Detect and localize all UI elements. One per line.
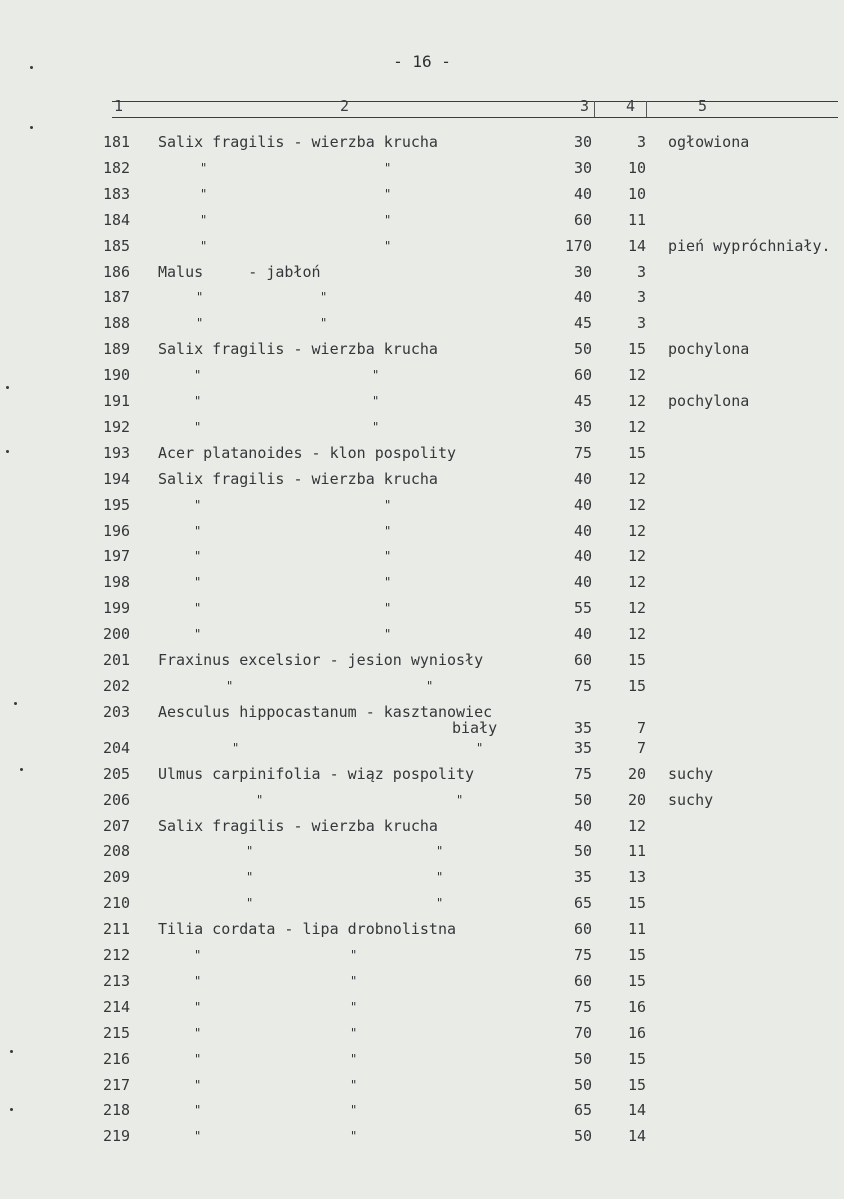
ditto-mark: " — [350, 973, 358, 988]
row-number: 213 — [103, 971, 131, 990]
ditto-mark: " — [194, 601, 202, 616]
ditto-mark: " — [194, 973, 202, 988]
column-3-value: 75 — [573, 997, 592, 1016]
row-number: 182 — [103, 158, 131, 177]
column-4-value: 14 — [627, 1101, 646, 1120]
row-number: 208 — [103, 842, 131, 861]
column-3-value: 50 — [573, 1127, 592, 1146]
margin-mark — [20, 768, 23, 771]
ditto-mark: " — [372, 394, 380, 408]
column-3-value: 35 — [573, 868, 592, 887]
column-3-value: 35 — [573, 718, 592, 737]
table-row — [0, 998, 844, 1024]
column-4-value: 12 — [627, 392, 646, 410]
row-number: 215 — [103, 1023, 131, 1042]
column-4-value: 15 — [627, 1075, 646, 1094]
ditto-mark: " — [196, 316, 204, 331]
row-number: 204 — [103, 738, 131, 757]
column-3-value: 30 — [573, 262, 592, 281]
species-name: Acer platanoides - klon pospolity — [158, 443, 457, 462]
remarks: suchy — [668, 790, 714, 809]
ditto-mark: " — [350, 1129, 358, 1144]
ditto-mark: " — [384, 497, 392, 512]
ditto-mark: " — [226, 678, 234, 693]
column-3-value: 60 — [573, 366, 592, 385]
column-4-value: 3 — [636, 314, 646, 333]
species-name: Malus - jabłoń — [158, 262, 321, 281]
ditto-mark: " — [476, 740, 484, 755]
column-4-value: 20 — [627, 790, 646, 809]
column-3-value: 40 — [573, 288, 592, 307]
column-4-value: 14 — [627, 1127, 646, 1146]
column-3-value: 50 — [573, 842, 592, 861]
table-row — [0, 1050, 844, 1076]
column-4-value: 16 — [627, 1023, 646, 1042]
row-number: 203 — [103, 702, 131, 721]
species-name: Tilia cordata - lipa drobnolistna — [158, 920, 457, 939]
column-4-value: 12 — [627, 366, 646, 385]
ditto-mark: " — [350, 999, 358, 1014]
column-4-value: 15 — [627, 340, 646, 359]
column-3-value: 60 — [573, 210, 592, 229]
table-row — [0, 133, 844, 159]
ditto-mark: " — [384, 186, 392, 201]
table-row — [0, 470, 844, 496]
row-number: 202 — [103, 676, 131, 695]
row-number: 186 — [103, 262, 131, 281]
column-3-value: 60 — [573, 971, 592, 990]
column-4-value: 12 — [627, 547, 646, 566]
table-row — [0, 842, 844, 868]
column-4-value: 12 — [627, 816, 646, 835]
ditto-mark: " — [200, 238, 208, 253]
row-number: 198 — [103, 573, 131, 592]
header-bottom-rule — [112, 117, 838, 118]
row-number: 185 — [103, 236, 131, 255]
ditto-mark: " — [372, 368, 380, 383]
ditto-mark: " — [320, 316, 328, 331]
row-number: 216 — [103, 1049, 131, 1068]
ditto-mark: " — [194, 1077, 202, 1092]
table-row — [0, 366, 844, 392]
column-4-value: 3 — [636, 288, 646, 307]
table-row — [0, 817, 844, 843]
margin-mark — [14, 702, 17, 705]
column-3-value: 75 — [573, 443, 592, 462]
row-number: 192 — [103, 417, 131, 436]
column-4-value: 11 — [627, 842, 646, 861]
margin-mark — [10, 1050, 13, 1053]
header-top-rule — [112, 101, 838, 102]
column-4-value: 10 — [627, 158, 646, 177]
row-number: 207 — [103, 816, 131, 835]
row-number: 199 — [103, 599, 131, 618]
column-3-value: 30 — [573, 158, 592, 177]
column-3-value: 75 — [573, 946, 592, 964]
table-row — [0, 894, 844, 920]
column-3-value: 75 — [573, 676, 592, 695]
column-4-value: 7 — [636, 718, 646, 737]
table-row — [0, 237, 844, 263]
column-4-value: 14 — [627, 236, 646, 255]
row-number: 219 — [103, 1127, 131, 1146]
ditto-mark: " — [194, 1051, 202, 1066]
column-3-value: 40 — [573, 469, 592, 488]
table-row — [0, 739, 844, 765]
row-number: 205 — [103, 764, 131, 783]
column-header-4: 4 — [626, 97, 636, 115]
remarks: pochylona — [668, 392, 750, 410]
ditto-mark: " — [384, 575, 392, 590]
remarks: suchy — [668, 764, 714, 783]
ditto-mark: " — [196, 290, 204, 305]
table-row — [0, 1024, 844, 1050]
column-3-value: 30 — [573, 417, 592, 436]
column-3-value: 50 — [573, 340, 592, 359]
column-4-value: 15 — [627, 971, 646, 990]
column-3-value: 40 — [573, 816, 592, 835]
column-3-value: 40 — [573, 625, 592, 644]
ditto-mark: " — [200, 212, 208, 227]
row-number: 181 — [103, 133, 131, 151]
column-header-5: 5 — [698, 97, 708, 115]
column-4-value: 11 — [627, 920, 646, 939]
table-row — [0, 263, 844, 289]
ditto-mark: " — [320, 290, 328, 305]
row-number: 211 — [103, 920, 131, 939]
table-row — [0, 547, 844, 573]
table-row — [0, 185, 844, 211]
row-number: 218 — [103, 1101, 131, 1120]
column-3-value: 50 — [573, 1075, 592, 1094]
ditto-mark: " — [384, 238, 392, 253]
row-number: 193 — [103, 443, 131, 462]
column-3-value: 65 — [573, 1101, 592, 1120]
row-number: 191 — [103, 392, 131, 410]
ditto-mark: " — [436, 896, 444, 911]
column-4-value: 15 — [627, 651, 646, 669]
ditto-mark: " — [194, 627, 202, 642]
table-row — [0, 392, 844, 418]
column-4-value: 15 — [627, 676, 646, 695]
table-row — [0, 599, 844, 625]
column-separator — [646, 101, 647, 117]
ditto-mark: " — [256, 792, 264, 807]
row-number: 184 — [103, 210, 131, 229]
column-4-value: 13 — [627, 868, 646, 887]
row-number: 209 — [103, 868, 131, 887]
ditto-mark: " — [384, 601, 392, 616]
ditto-mark: " — [372, 419, 380, 434]
ditto-mark: " — [246, 870, 254, 885]
column-3-value: 40 — [573, 547, 592, 566]
column-4-value: 15 — [627, 1049, 646, 1068]
row-number: 189 — [103, 340, 131, 359]
margin-mark — [10, 1108, 13, 1111]
table-row — [0, 702, 844, 737]
table-row — [0, 868, 844, 894]
table-row — [0, 972, 844, 998]
column-4-value: 15 — [627, 946, 646, 964]
column-3-value: 70 — [573, 1023, 592, 1042]
species-name-continued: biały — [452, 718, 498, 737]
table-row — [0, 946, 844, 972]
row-number: 188 — [103, 314, 131, 333]
species-name: Ulmus carpinifolia - wiąz pospolity — [158, 764, 475, 783]
column-4-value: 12 — [627, 625, 646, 644]
table-row — [0, 1101, 844, 1127]
ditto-mark: " — [200, 186, 208, 201]
remarks: ogłowiona — [668, 133, 750, 151]
column-3-value: 45 — [573, 392, 592, 410]
ditto-mark: " — [246, 844, 254, 859]
ditto-mark: " — [350, 1051, 358, 1066]
species-name: Salix fragilis - wierzba krucha — [158, 816, 438, 835]
ditto-mark: " — [194, 575, 202, 590]
table-row — [0, 522, 844, 548]
ditto-mark: " — [194, 523, 202, 538]
table-row — [0, 444, 844, 470]
column-3-value: 35 — [573, 738, 592, 757]
column-4-value: 20 — [627, 764, 646, 783]
column-3-value: 60 — [573, 920, 592, 939]
ditto-mark: " — [384, 160, 392, 175]
column-header-2: 2 — [340, 97, 350, 115]
margin-mark — [6, 450, 9, 453]
table-row — [0, 211, 844, 237]
ditto-mark: " — [456, 792, 464, 807]
column-4-value: 12 — [627, 469, 646, 488]
ditto-mark: " — [246, 896, 254, 911]
column-4-value: 11 — [627, 210, 646, 229]
table-row — [0, 625, 844, 651]
ditto-mark: " — [384, 212, 392, 227]
table-row — [0, 288, 844, 314]
species-name: Salix fragilis - wierzba krucha — [158, 133, 438, 151]
column-3-value: 170 — [564, 236, 592, 255]
margin-mark — [30, 66, 33, 69]
species-name: Fraxinus excelsior - jesion wyniosły — [158, 651, 484, 669]
column-4-value: 12 — [627, 599, 646, 618]
column-4-value: 16 — [627, 997, 646, 1016]
table-row — [0, 1076, 844, 1102]
column-3-value: 75 — [573, 764, 592, 783]
table-row — [0, 765, 844, 791]
ditto-mark: " — [194, 394, 202, 408]
column-header-3: 3 — [580, 97, 590, 115]
page-number: - 16 - — [393, 52, 451, 71]
row-number: 197 — [103, 547, 131, 566]
table-row — [0, 340, 844, 366]
species-name: Aesculus hippocastanum - kasztanowiec — [158, 702, 493, 721]
column-3-value: 50 — [573, 1049, 592, 1068]
column-4-value: 15 — [627, 443, 646, 462]
column-4-value: 12 — [627, 417, 646, 436]
species-name: Salix fragilis - wierzba krucha — [158, 469, 438, 488]
row-number: 200 — [103, 625, 131, 644]
column-3-value: 55 — [573, 599, 592, 618]
table-row — [0, 159, 844, 185]
column-4-value: 12 — [627, 495, 646, 514]
ditto-mark: " — [426, 678, 434, 693]
table-row — [0, 314, 844, 340]
column-3-value: 40 — [573, 184, 592, 203]
table-row — [0, 1127, 844, 1153]
table-row — [0, 791, 844, 817]
column-3-value: 45 — [573, 314, 592, 333]
ditto-mark: " — [194, 419, 202, 434]
row-number: 217 — [103, 1075, 131, 1094]
ditto-mark: " — [350, 948, 358, 962]
column-3-value: 65 — [573, 894, 592, 913]
ditto-mark: " — [436, 870, 444, 885]
column-3-value: 40 — [573, 521, 592, 540]
column-4-value: 15 — [627, 894, 646, 913]
row-number: 214 — [103, 997, 131, 1016]
table-row — [0, 651, 844, 677]
column-4-value: 3 — [636, 133, 646, 151]
table-row — [0, 496, 844, 522]
ditto-mark: " — [194, 948, 202, 962]
row-number: 212 — [103, 946, 131, 964]
ditto-mark: " — [384, 627, 392, 642]
row-number: 195 — [103, 495, 131, 514]
species-name: Salix fragilis - wierzba krucha — [158, 340, 438, 359]
row-number: 194 — [103, 469, 131, 488]
column-4-value: 10 — [627, 184, 646, 203]
table-row — [0, 573, 844, 599]
row-number: 201 — [103, 651, 131, 669]
column-3-value: 40 — [573, 495, 592, 514]
ditto-mark: " — [200, 160, 208, 175]
table-row — [0, 920, 844, 946]
ditto-mark: " — [384, 549, 392, 564]
ditto-mark: " — [384, 523, 392, 538]
margin-mark — [6, 386, 9, 389]
row-number: 187 — [103, 288, 131, 307]
column-4-value: 7 — [636, 738, 646, 757]
ditto-mark: " — [194, 368, 202, 383]
ditto-mark: " — [194, 549, 202, 564]
ditto-mark: " — [194, 497, 202, 512]
row-number: 210 — [103, 894, 131, 913]
table-row — [0, 418, 844, 444]
row-number: 183 — [103, 184, 131, 203]
ditto-mark: " — [436, 844, 444, 859]
ditto-mark: " — [350, 1077, 358, 1092]
column-4-value: 3 — [636, 262, 646, 281]
ditto-mark: " — [194, 1025, 202, 1040]
column-3-value: 50 — [573, 790, 592, 809]
row-number: 206 — [103, 790, 131, 809]
row-number: 190 — [103, 366, 131, 385]
ditto-mark: " — [194, 999, 202, 1014]
ditto-mark: " — [350, 1025, 358, 1040]
column-3-value: 60 — [573, 651, 592, 669]
ditto-mark: " — [194, 1129, 202, 1144]
column-4-value: 12 — [627, 573, 646, 592]
ditto-mark: " — [232, 740, 240, 755]
column-header-1: 1 — [114, 97, 124, 115]
remarks: pień wypróchniały. — [668, 236, 831, 255]
ditto-mark: " — [350, 1103, 358, 1118]
ditto-mark: " — [194, 1103, 202, 1118]
column-3-value: 40 — [573, 573, 592, 592]
table-row — [0, 677, 844, 703]
remarks: pochylona — [668, 340, 750, 359]
column-4-value: 12 — [627, 521, 646, 540]
margin-mark — [30, 126, 33, 129]
row-number: 196 — [103, 521, 131, 540]
column-separator — [594, 101, 595, 117]
column-3-value: 30 — [573, 133, 592, 151]
